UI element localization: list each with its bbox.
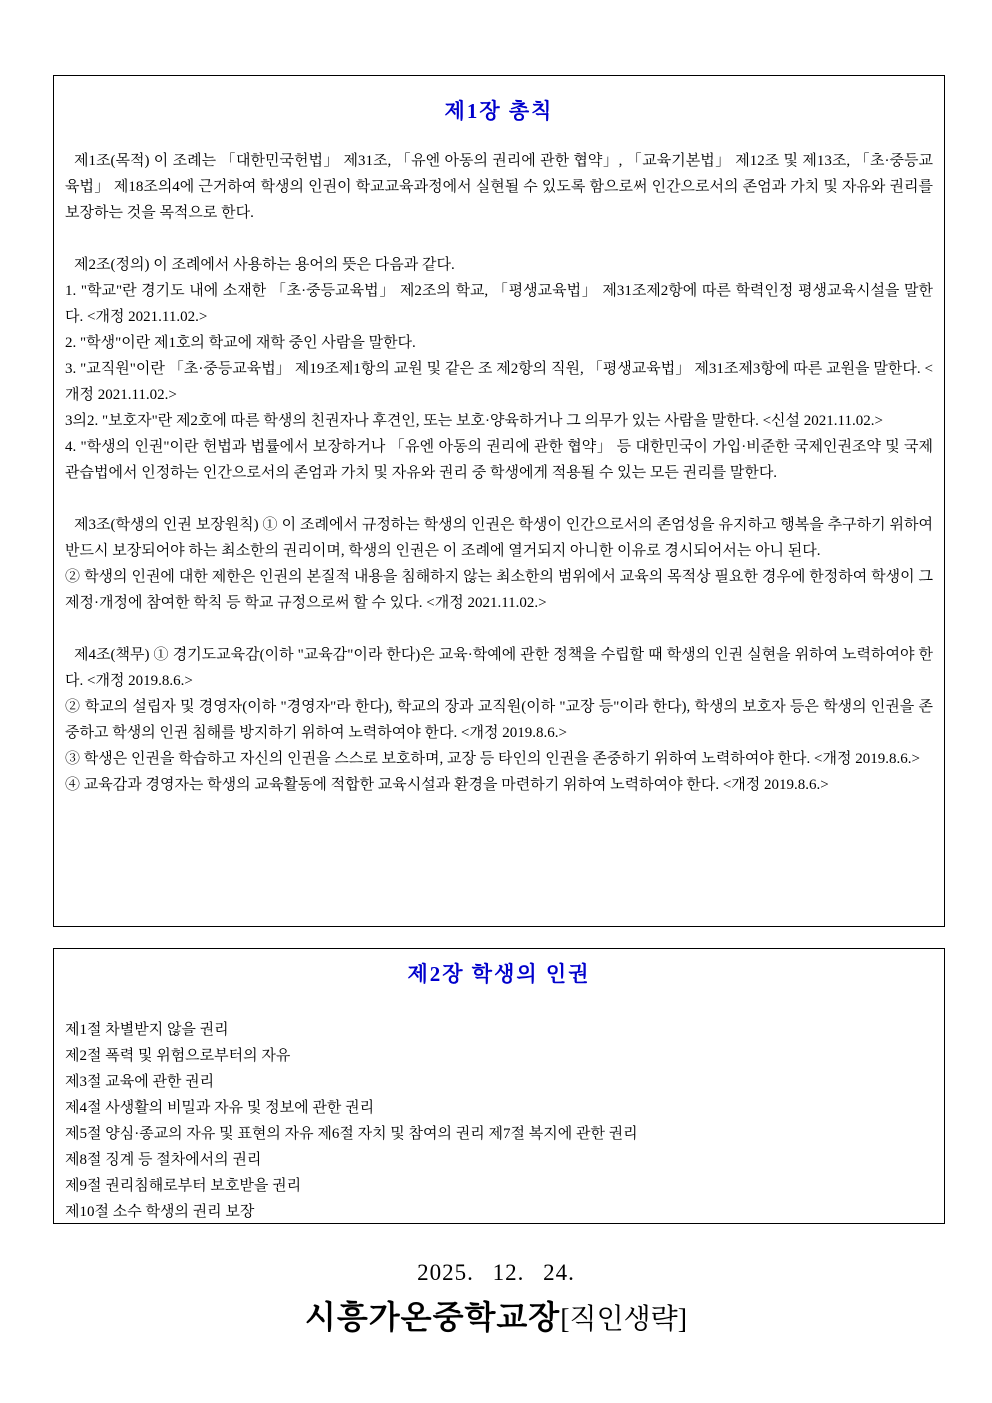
- chapter1-title: 제1장 총칙: [444, 99, 554, 123]
- chapter1-paragraph: 제2조(정의) 이 조례에서 사용하는 용어의 뜻은 다음과 같다.: [74, 257, 455, 273]
- chapter2-section-line: 제1절 차별받지 않을 권리: [65, 1022, 229, 1038]
- chapter1-paragraph: 1. "학교"란 경기도 내에 소재한 「초·중등교육법」 제2조의 학교, 「평생교육법」 제31조제2항에 따른 학력인정 평생교육시설을 말한다. <개정 2021.11.02.>: [65, 283, 933, 325]
- chapter1-paragraph: 2. "학생"이란 제1호의 학교에 재학 중인 사람을 말한다.: [65, 335, 416, 351]
- chapter1-paragraph: ② 학교의 설립자 및 경영자(이하 "경영자"라 한다), 학교의 장과 교직원(이하 "교장 등"이라 한다), 학생의 보호자 등은 학생의 인권을 존중하고 학생의 인권 침해를 방지하기 위하여 노력하여야 한다. <개정 2019.8.6.>: [65, 699, 933, 741]
- chapter1-paragraph: 3. "교직원"이란 「초·중등교육법」 제19조제1항의 교원 및 같은 조 제2항의 직원, 「평생교육법」 제31조제3항에 따른 교원을 말한다. <개정 2021.11.02.>: [65, 361, 933, 403]
- chapter1-paragraph: ② 학생의 인권에 대한 제한은 인권의 본질적 내용을 침해하지 않는 최소한의 범위에서 교육의 목적상 필요한 경우에 한정하여 학생이 그 제정·개정에 참여한 학칙 등 학교 규정으로써 할 수 있다. <개정 2021.11.02.>: [65, 569, 933, 611]
- chapter1-paragraph: ③ 학생은 인권을 학습하고 자신의 인권을 스스로 보호하며, 교장 등 타인의 인권을 존중하기 위하여 노력하여야 한다. <개정 2019.8.6.>: [65, 751, 920, 767]
- chapter1-paragraphs: [65, 148, 933, 798]
- chapter1-paragraph: 4. "학생의 인권"이란 헌법과 법률에서 보장하거나 「유엔 아동의 권리에 관한 협약」 등 대한민국이 가입·비준한 국제인권조약 및 국제관습법에서 인정하는 인간으로서의 존엄과 가치 및 자유와 권리 중 학생에게 적용될 수 있는 모든 권리를 말한다.: [65, 439, 933, 481]
- chapter2-section: [53, 948, 945, 1224]
- chapter1-paragraph: 제3조(학생의 인권 보장원칙) ① 이 조례에서 규정하는 학생의 인권은 학생이 인간으로서의 존엄성을 유지하고 행복을 추구하기 위하여 반드시 보장되어야 하는 최소한의 권리이며, 학생의 인권은 이 조례에 열거되지 아니한 이유로 경시되어서는 아니 된다.: [65, 517, 933, 559]
- seal-omitted-note: [직인생략]: [560, 1304, 688, 1335]
- issue-date: 2025. 12. 24.: [417, 1260, 575, 1285]
- chapter2-section-line: 제3절 교육에 관한 권리: [65, 1074, 215, 1090]
- chapter2-lines: [65, 1017, 933, 1225]
- chapter2-section-line: 제9절 권리침해로부터 보호받을 권리: [65, 1178, 302, 1194]
- chapter1-section: [53, 75, 945, 927]
- chapter2-title: 제2장 학생의 인권: [407, 962, 591, 986]
- chapter1-paragraph: ④ 교육감과 경영자는 학생의 교육활동에 적합한 교육시설과 환경을 마련하기 위하여 노력하여야 한다. <개정 2019.8.6.>: [65, 777, 829, 793]
- chapter2-section-line: 제4절 사생활의 비밀과 자유 및 정보에 관한 권리: [65, 1100, 375, 1116]
- document-footer: [0, 1258, 992, 1344]
- chapter2-section-line: 제5절 양심·종교의 자유 및 표현의 자유 제6절 자치 및 참여의 권리 제7절 복지에 관한 권리: [65, 1126, 638, 1142]
- chapter1-paragraph: 3의2. "보호자"란 제2호에 따른 학생의 친권자나 후견인, 또는 보호·양육하거나 그 의무가 있는 사람을 말한다. <신설 2021.11.02.>: [65, 413, 883, 429]
- chapter2-section-line: 제10절 소수 학생의 권리 보장: [65, 1204, 255, 1220]
- chapter1-paragraph: 제4조(책무) ① 경기도교육감(이하 "교육감"이라 한다)은 교육·학예에 관한 정책을 수립할 때 학생의 인권 실현을 위하여 노력하여야 한다. <개정 2019.8.6.>: [65, 647, 933, 689]
- signer-line: [0, 1297, 992, 1344]
- chapter2-section-line: 제8절 징계 등 절차에서의 권리: [65, 1152, 262, 1168]
- signer-name: 시흥가온중학교장: [304, 1299, 561, 1335]
- chapter2-section-line: 제2절 폭력 및 위험으로부터의 자유: [65, 1048, 291, 1064]
- chapter1-paragraph: 제1조(목적) 이 조례는 「대한민국헌법」 제31조, 「유엔 아동의 권리에 관한 협약」, 「교육기본법」 제12조 및 제13조, 「초·중등교육법」 제18조의4에 근거하여 학생의 인권이 학교교육과정에서 실현될 수 있도록 함으로써 인간으로서의 존엄과 가치 및 자유와 권리를 보장하는 것을 목적으로 한다.: [65, 153, 933, 221]
